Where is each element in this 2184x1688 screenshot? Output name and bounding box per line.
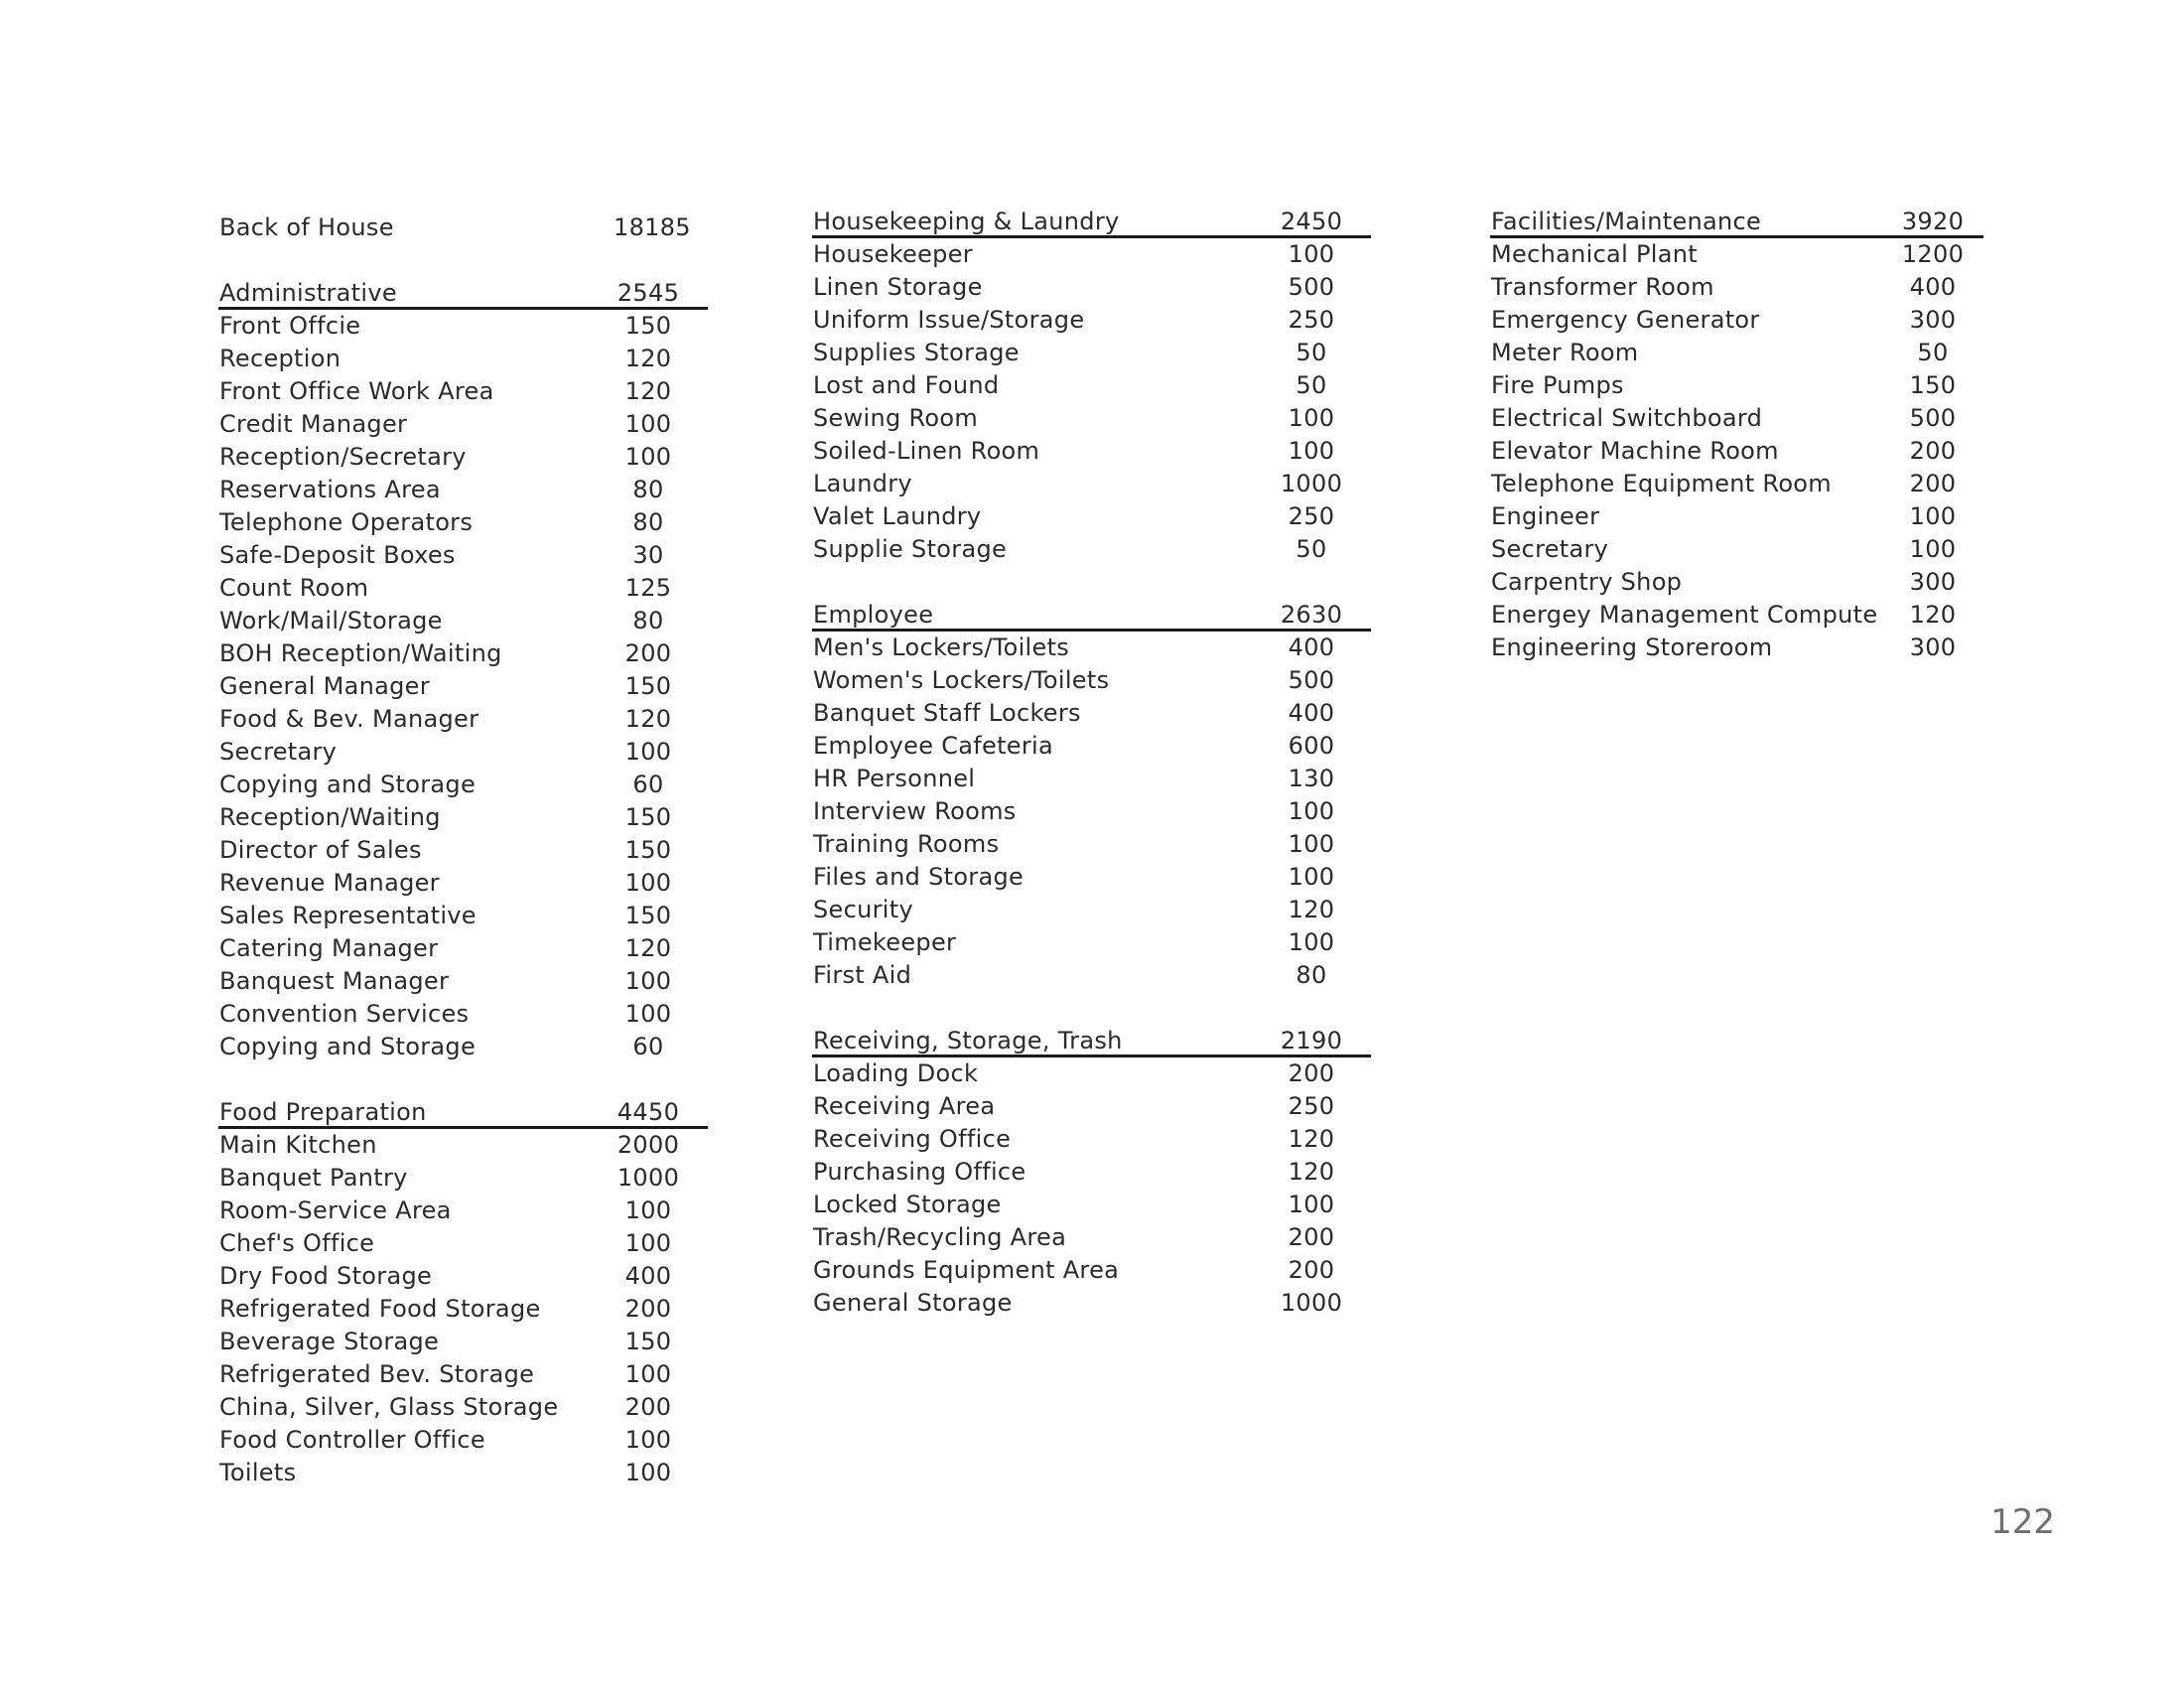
item-value: 100 <box>624 1459 672 1486</box>
list-item <box>812 1156 1371 1189</box>
item-value: 120 <box>624 705 672 733</box>
item-value: 150 <box>624 803 672 831</box>
list-item <box>812 1189 1371 1221</box>
list-item <box>218 769 708 801</box>
list-item <box>218 1129 708 1162</box>
item-value: 200 <box>1288 1256 1335 1284</box>
item-name: Soiled-Linen Room <box>813 437 1040 465</box>
item-name: Beverage Storage <box>219 1328 440 1355</box>
item-value: 100 <box>624 410 672 438</box>
list-item <box>218 1195 708 1227</box>
item-value: 100 <box>624 1000 672 1028</box>
list-item <box>218 605 708 637</box>
list-item <box>218 343 708 375</box>
list-item <box>218 572 708 605</box>
item-value: 200 <box>1909 437 1957 465</box>
list-item <box>812 1254 1371 1287</box>
item-value: 400 <box>1288 699 1335 727</box>
item-value: 100 <box>1909 535 1957 563</box>
group-total: 4450 <box>616 1098 680 1126</box>
list-item <box>1490 271 1983 304</box>
item-name: Copying and Storage <box>219 771 477 798</box>
item-name: Sewing Room <box>813 404 979 432</box>
group-receiving-storage-trash <box>812 1025 1371 1320</box>
item-name: Catering Manager <box>219 934 439 962</box>
list-item <box>218 1162 708 1195</box>
item-name: Telephone Equipment Room <box>1491 470 1832 497</box>
item-value: 300 <box>1909 633 1957 661</box>
item-value: 200 <box>1909 470 1957 497</box>
item-name: Electrical Switchboard <box>1491 404 1763 432</box>
item-name: Secretary <box>219 738 338 766</box>
item-value: 100 <box>1288 797 1335 825</box>
item-value: 130 <box>1288 765 1335 792</box>
item-value: 125 <box>624 574 672 602</box>
group-spacer <box>812 992 1371 1025</box>
list-item <box>218 1457 708 1489</box>
group-food-preparation <box>218 1096 708 1489</box>
item-value: 150 <box>1909 371 1957 399</box>
item-name: Men's Lockers/Toilets <box>813 633 1070 661</box>
item-value: 50 <box>1917 339 1949 366</box>
middle-column <box>812 206 1371 1320</box>
list-item <box>812 500 1371 533</box>
item-name: Work/Mail/Storage <box>219 607 443 634</box>
item-value: 100 <box>1288 437 1335 465</box>
list-item <box>218 637 708 670</box>
item-name: Safe-Deposit Boxes <box>219 541 456 569</box>
item-value: 150 <box>624 1328 672 1355</box>
list-item <box>218 310 708 343</box>
list-item <box>218 474 708 506</box>
item-value: 100 <box>624 738 672 766</box>
item-name: Banquest Manager <box>219 967 450 995</box>
item-value: 1000 <box>1280 470 1343 497</box>
list-item <box>812 632 1371 664</box>
item-value: 2000 <box>616 1131 680 1159</box>
list-item <box>812 304 1371 337</box>
list-item <box>812 730 1371 763</box>
group-header <box>218 277 708 310</box>
item-value: 150 <box>624 312 672 340</box>
item-name: Locked Storage <box>813 1191 1002 1218</box>
item-value: 250 <box>1288 502 1335 530</box>
list-item <box>218 375 708 408</box>
item-name: Refrigerated Food Storage <box>219 1295 541 1323</box>
item-name: HR Personnel <box>813 765 976 792</box>
item-value: 1000 <box>616 1164 680 1192</box>
item-value: 50 <box>1296 339 1327 366</box>
group-total: 2190 <box>1280 1027 1343 1055</box>
item-name: Fire Pumps <box>1491 371 1624 399</box>
item-value: 120 <box>1288 1158 1335 1186</box>
item-name: Banquet Pantry <box>219 1164 408 1192</box>
item-value: 120 <box>624 934 672 962</box>
list-item <box>218 1326 708 1358</box>
item-value: 200 <box>1288 1059 1335 1087</box>
right-column <box>1490 206 1983 664</box>
item-name: Reception/Waiting <box>219 803 441 831</box>
list-item <box>218 834 708 867</box>
group-header <box>1490 206 1983 238</box>
list-item <box>218 1293 708 1326</box>
item-name: Front Offcie <box>219 312 361 340</box>
list-item <box>812 468 1371 500</box>
list-item <box>1490 468 1983 500</box>
list-item <box>218 867 708 900</box>
item-name: Energey Management Compute <box>1491 601 1878 629</box>
group-housekeeping-laundry <box>812 206 1371 566</box>
item-value: 150 <box>624 836 672 864</box>
list-item <box>812 435 1371 468</box>
item-name: Housekeeper <box>813 240 973 268</box>
item-name: Laundry <box>813 470 912 497</box>
item-name: Elevator Machine Room <box>1491 437 1779 465</box>
item-name: Lost and Found <box>813 371 1000 399</box>
item-name: Dry Food Storage <box>219 1262 433 1290</box>
list-item <box>218 539 708 572</box>
item-name: Sales Representative <box>219 902 477 929</box>
item-name: China, Silver, Glass Storage <box>219 1393 559 1421</box>
list-item <box>812 795 1371 828</box>
item-name: Food Controller Office <box>219 1426 485 1454</box>
group-header <box>812 599 1371 632</box>
item-name: Director of Sales <box>219 836 422 864</box>
item-name: Refrigerated Bev. Storage <box>219 1360 535 1388</box>
item-value: 100 <box>624 443 672 471</box>
list-item <box>812 697 1371 730</box>
item-name: Convention Services <box>219 1000 470 1028</box>
item-value: 30 <box>632 541 664 569</box>
item-value: 300 <box>1909 568 1957 596</box>
item-name: Receiving Office <box>813 1125 1012 1153</box>
group-facilities-maintenance <box>1490 206 1983 664</box>
page-number: 122 <box>1990 1502 2055 1542</box>
list-item <box>812 959 1371 992</box>
item-value: 1200 <box>1901 240 1965 268</box>
item-name: Carpentry Shop <box>1491 568 1683 596</box>
item-name: Files and Storage <box>813 863 1024 891</box>
item-value: 120 <box>624 377 672 405</box>
item-value: 1000 <box>1280 1289 1343 1317</box>
item-name: Mechanical Plant <box>1491 240 1698 268</box>
item-name: Women's Lockers/Toilets <box>813 666 1110 694</box>
list-item <box>218 900 708 932</box>
item-name: Revenue Manager <box>219 869 440 897</box>
item-value: 200 <box>624 1295 672 1323</box>
item-name: Copying and Storage <box>219 1033 477 1060</box>
list-item <box>218 1227 708 1260</box>
item-value: 120 <box>624 345 672 372</box>
item-value: 100 <box>624 1196 672 1224</box>
item-value: 200 <box>1288 1223 1335 1251</box>
item-name: Food & Bev. Manager <box>219 705 479 733</box>
list-item <box>218 998 708 1031</box>
item-value: 60 <box>632 771 664 798</box>
list-item <box>812 369 1371 402</box>
list-item <box>218 1358 708 1391</box>
item-value: 80 <box>632 607 664 634</box>
list-item <box>218 670 708 703</box>
group-employee <box>812 599 1371 992</box>
group-spacer <box>218 1063 708 1096</box>
list-item <box>812 337 1371 369</box>
item-name: Reservations Area <box>219 476 441 503</box>
list-item <box>218 932 708 965</box>
group-title: Administrative <box>219 279 397 307</box>
list-item <box>812 271 1371 304</box>
group-title: Facilities/Maintenance <box>1491 208 1762 235</box>
group-total: 18185 <box>614 213 691 241</box>
item-value: 120 <box>1909 601 1957 629</box>
list-item <box>812 238 1371 271</box>
item-name: Reception/Secretary <box>219 443 467 471</box>
item-name: BOH Reception/Waiting <box>219 639 502 667</box>
item-value: 100 <box>624 1426 672 1454</box>
list-item <box>1490 632 1983 664</box>
group-total: 2545 <box>616 279 680 307</box>
item-name: Front Office Work Area <box>219 377 494 405</box>
group-total: 3920 <box>1901 208 1965 235</box>
item-name: Timekeeper <box>813 928 957 956</box>
group-title: Back of House <box>219 213 394 241</box>
list-item <box>218 801 708 834</box>
list-item <box>218 965 708 998</box>
item-value: 250 <box>1288 1092 1335 1120</box>
list-item <box>812 1221 1371 1254</box>
list-item <box>812 402 1371 435</box>
item-name: First Aid <box>813 961 912 989</box>
item-value: 250 <box>1288 306 1335 334</box>
item-name: Linen Storage <box>813 273 983 301</box>
item-name: Trash/Recycling Area <box>813 1223 1067 1251</box>
item-value: 60 <box>632 1033 664 1060</box>
list-item <box>218 408 708 441</box>
list-item <box>218 736 708 769</box>
item-name: Telephone Operators <box>219 508 474 536</box>
item-name: Employee Cafeteria <box>813 732 1053 760</box>
group-administrative <box>218 277 708 1063</box>
item-name: Valet Laundry <box>813 502 982 530</box>
item-value: 120 <box>1288 1125 1335 1153</box>
item-value: 150 <box>624 902 672 929</box>
list-item <box>1490 304 1983 337</box>
item-value: 100 <box>1288 830 1335 858</box>
group-spacer <box>218 244 708 277</box>
item-name: Loading Dock <box>813 1059 979 1087</box>
list-item <box>812 664 1371 697</box>
item-value: 100 <box>624 1360 672 1388</box>
list-item <box>1490 369 1983 402</box>
list-item <box>1490 566 1983 599</box>
list-item <box>218 703 708 736</box>
item-name: Transformer Room <box>1491 273 1714 301</box>
item-value: 80 <box>1296 961 1327 989</box>
item-value: 200 <box>624 1393 672 1421</box>
item-name: Count Room <box>219 574 369 602</box>
item-name: Training Rooms <box>813 830 1000 858</box>
list-item <box>218 1391 708 1424</box>
list-item <box>218 441 708 474</box>
item-name: Interview Rooms <box>813 797 1017 825</box>
item-name: Secretary <box>1491 535 1609 563</box>
item-name: Reception <box>219 345 341 372</box>
item-value: 400 <box>1288 633 1335 661</box>
list-item <box>812 1090 1371 1123</box>
item-name: Supplies Storage <box>813 339 1020 366</box>
item-value: 100 <box>624 869 672 897</box>
item-value: 50 <box>1296 371 1327 399</box>
list-item <box>812 1057 1371 1090</box>
item-value: 500 <box>1288 666 1335 694</box>
list-item <box>1490 435 1983 468</box>
item-value: 100 <box>624 967 672 995</box>
item-name: Supplie Storage <box>813 535 1008 563</box>
item-name: Credit Manager <box>219 410 408 438</box>
item-name: Purchasing Office <box>813 1158 1026 1186</box>
item-name: Emergency Generator <box>1491 306 1760 334</box>
item-value: 150 <box>624 672 672 700</box>
item-value: 80 <box>632 476 664 503</box>
group-header <box>812 1025 1371 1057</box>
left-column <box>218 211 708 1489</box>
group-back-of-house <box>218 211 708 244</box>
list-item <box>812 1123 1371 1156</box>
list-item <box>812 1287 1371 1320</box>
item-value: 500 <box>1909 404 1957 432</box>
group-total: 2630 <box>1280 601 1343 629</box>
group-header <box>218 1096 708 1129</box>
item-name: Meter Room <box>1491 339 1639 366</box>
item-value: 400 <box>624 1262 672 1290</box>
item-value: 100 <box>1288 240 1335 268</box>
item-name: Receiving Area <box>813 1092 996 1120</box>
item-value: 80 <box>632 508 664 536</box>
item-name: General Storage <box>813 1289 1013 1317</box>
item-value: 100 <box>1288 404 1335 432</box>
group-title: Food Preparation <box>219 1098 427 1126</box>
list-item <box>812 926 1371 959</box>
list-item <box>1490 599 1983 632</box>
item-name: General Manager <box>219 672 430 700</box>
item-value: 400 <box>1909 273 1957 301</box>
item-value: 100 <box>1909 502 1957 530</box>
list-item <box>812 828 1371 861</box>
list-item <box>1490 402 1983 435</box>
item-name: Engineer <box>1491 502 1600 530</box>
group-spacer <box>812 566 1371 599</box>
item-name: Security <box>813 896 913 923</box>
group-header <box>218 211 708 244</box>
item-name: Uniform Issue/Storage <box>813 306 1085 334</box>
list-item <box>218 1424 708 1457</box>
item-value: 200 <box>624 639 672 667</box>
item-value: 100 <box>1288 863 1335 891</box>
group-header <box>812 206 1371 238</box>
item-name: Banquet Staff Lockers <box>813 699 1081 727</box>
item-value: 50 <box>1296 535 1327 563</box>
list-item <box>1490 533 1983 566</box>
list-item <box>218 506 708 539</box>
item-value: 100 <box>1288 928 1335 956</box>
list-item <box>218 1260 708 1293</box>
item-value: 300 <box>1909 306 1957 334</box>
group-title: Housekeeping & Laundry <box>813 208 1120 235</box>
item-name: Room-Service Area <box>219 1196 452 1224</box>
list-item <box>218 1031 708 1063</box>
list-item <box>812 763 1371 795</box>
list-item <box>812 894 1371 926</box>
group-title: Employee <box>813 601 934 629</box>
item-value: 500 <box>1288 273 1335 301</box>
item-name: Grounds Equipment Area <box>813 1256 1120 1284</box>
item-name: Engineering Storeroom <box>1491 633 1773 661</box>
item-name: Toilets <box>219 1459 297 1486</box>
item-name: Chef's Office <box>219 1229 375 1257</box>
group-title: Receiving, Storage, Trash <box>813 1027 1123 1055</box>
item-value: 600 <box>1288 732 1335 760</box>
list-item <box>1490 500 1983 533</box>
list-item <box>1490 337 1983 369</box>
list-item <box>812 861 1371 894</box>
item-value: 120 <box>1288 896 1335 923</box>
group-total: 2450 <box>1280 208 1343 235</box>
list-item <box>812 533 1371 566</box>
item-value: 100 <box>1288 1191 1335 1218</box>
item-value: 100 <box>624 1229 672 1257</box>
list-item <box>1490 238 1983 271</box>
item-name: Main Kitchen <box>219 1131 377 1159</box>
